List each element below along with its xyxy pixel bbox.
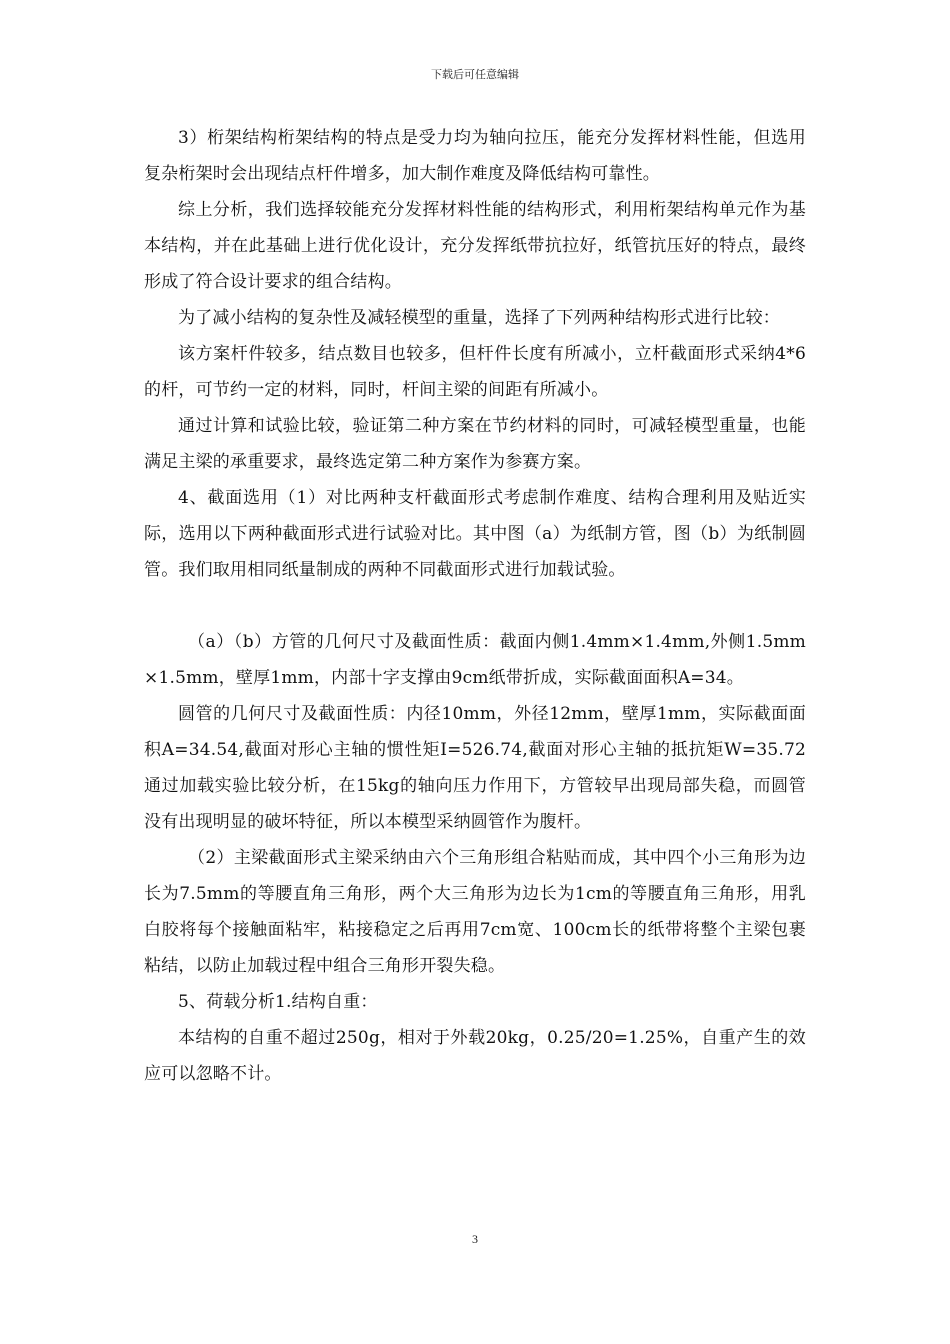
paragraph-truss-structure: 3）桁架结构桁架结构的特点是受力均为轴向拉压，能充分发挥材料性能，但选用复杂桁架时会出现结点杆件增多，加大制作难度及降低结构可靠性。 [144,128,806,184]
paragraph-structure-comparison: 为了减小结构的复杂性及减轻模型的重量，选择了下列两种结构形式进行比较： [178,308,780,328]
page-header: 下载后可任意编辑 [431,68,519,81]
paragraph-main-beam: （2）主梁截面形式主梁采纳由六个三角形组合粘贴而成，其中四个小三角形为边长为7.5mm的等腰直角三角形，两个大三角形为边长为1cm的等腰直角三角形，用乳白胶将每个接触面粘牢，粘接稳定之后再用7cm宽、100cm长的纸带将整个主梁包裹粘结，以防止加载过程中组合三角形开裂失稳。 [144,848,806,976]
page-number: 3 [472,1232,478,1246]
paragraph-square-tube: （a）（b）方管的几何尺寸及截面性质：截面内侧1.4mm×1.4mm,外侧1.5mm×1.5mm，壁厚1mm，内部十字支撑由9cm纸带折成，实际截面面积A=34。 [144,632,806,688]
paragraph-self-weight: 本结构的自重不超过250g，相对于外载20kg，0.25/20=1.25%，自重产生的效应可以忽略不计。 [144,1028,806,1084]
paragraph-summary-analysis: 综上分析，我们选择较能充分发挥材料性能的结构形式，利用桁架结构单元作为基本结构，并在此基础上进行优化设计，充分发挥纸带抗拉好，纸管抗压好的特点，最终形成了符合设计要求的组合结构。 [144,200,806,292]
paragraph-round-tube: 圆管的几何尺寸及截面性质：内径10mm，外径12mm，壁厚1mm，实际截面面积A=34.54,截面对形心主轴的惯性矩I=526.74,截面对形心主轴的抵抗矩W=35.72通过加载实验比较分析，在15kg的轴向压力作用下，方管较早出现局部失稳，而圆管没有出现明显的破坏特征，所以本模型采纳圆管作为腹杆。 [144,704,806,832]
paragraph-scheme-selection: 通过计算和试验比较，验证第二种方案在节约材料的同时，可减轻模型重量，也能满足主梁的承重要求，最终选定第二种方案作为参赛方案。 [144,416,806,472]
document-body [144,120,806,1092]
paragraph-load-analysis: 5、荷载分析1.结构自重： [178,992,378,1012]
paragraph-scheme-description: 该方案杆件较多，结点数目也较多，但杆件长度有所减小，立杆截面形式采纳4*6的杆，可节约一定的材料，同时，杆间主梁的间距有所减小。 [144,344,806,400]
figure-gap [144,588,806,624]
paragraph-section-selection: 4、截面选用（1）对比两种支杆截面形式考虑制作难度、结构合理利用及贴近实际，选用以下两种截面形式进行试验对比。其中图（a）为纸制方管，图（b）为纸制圆管。我们取用相同纸量制成的两种不同截面形式进行加载试验。 [144,488,806,580]
